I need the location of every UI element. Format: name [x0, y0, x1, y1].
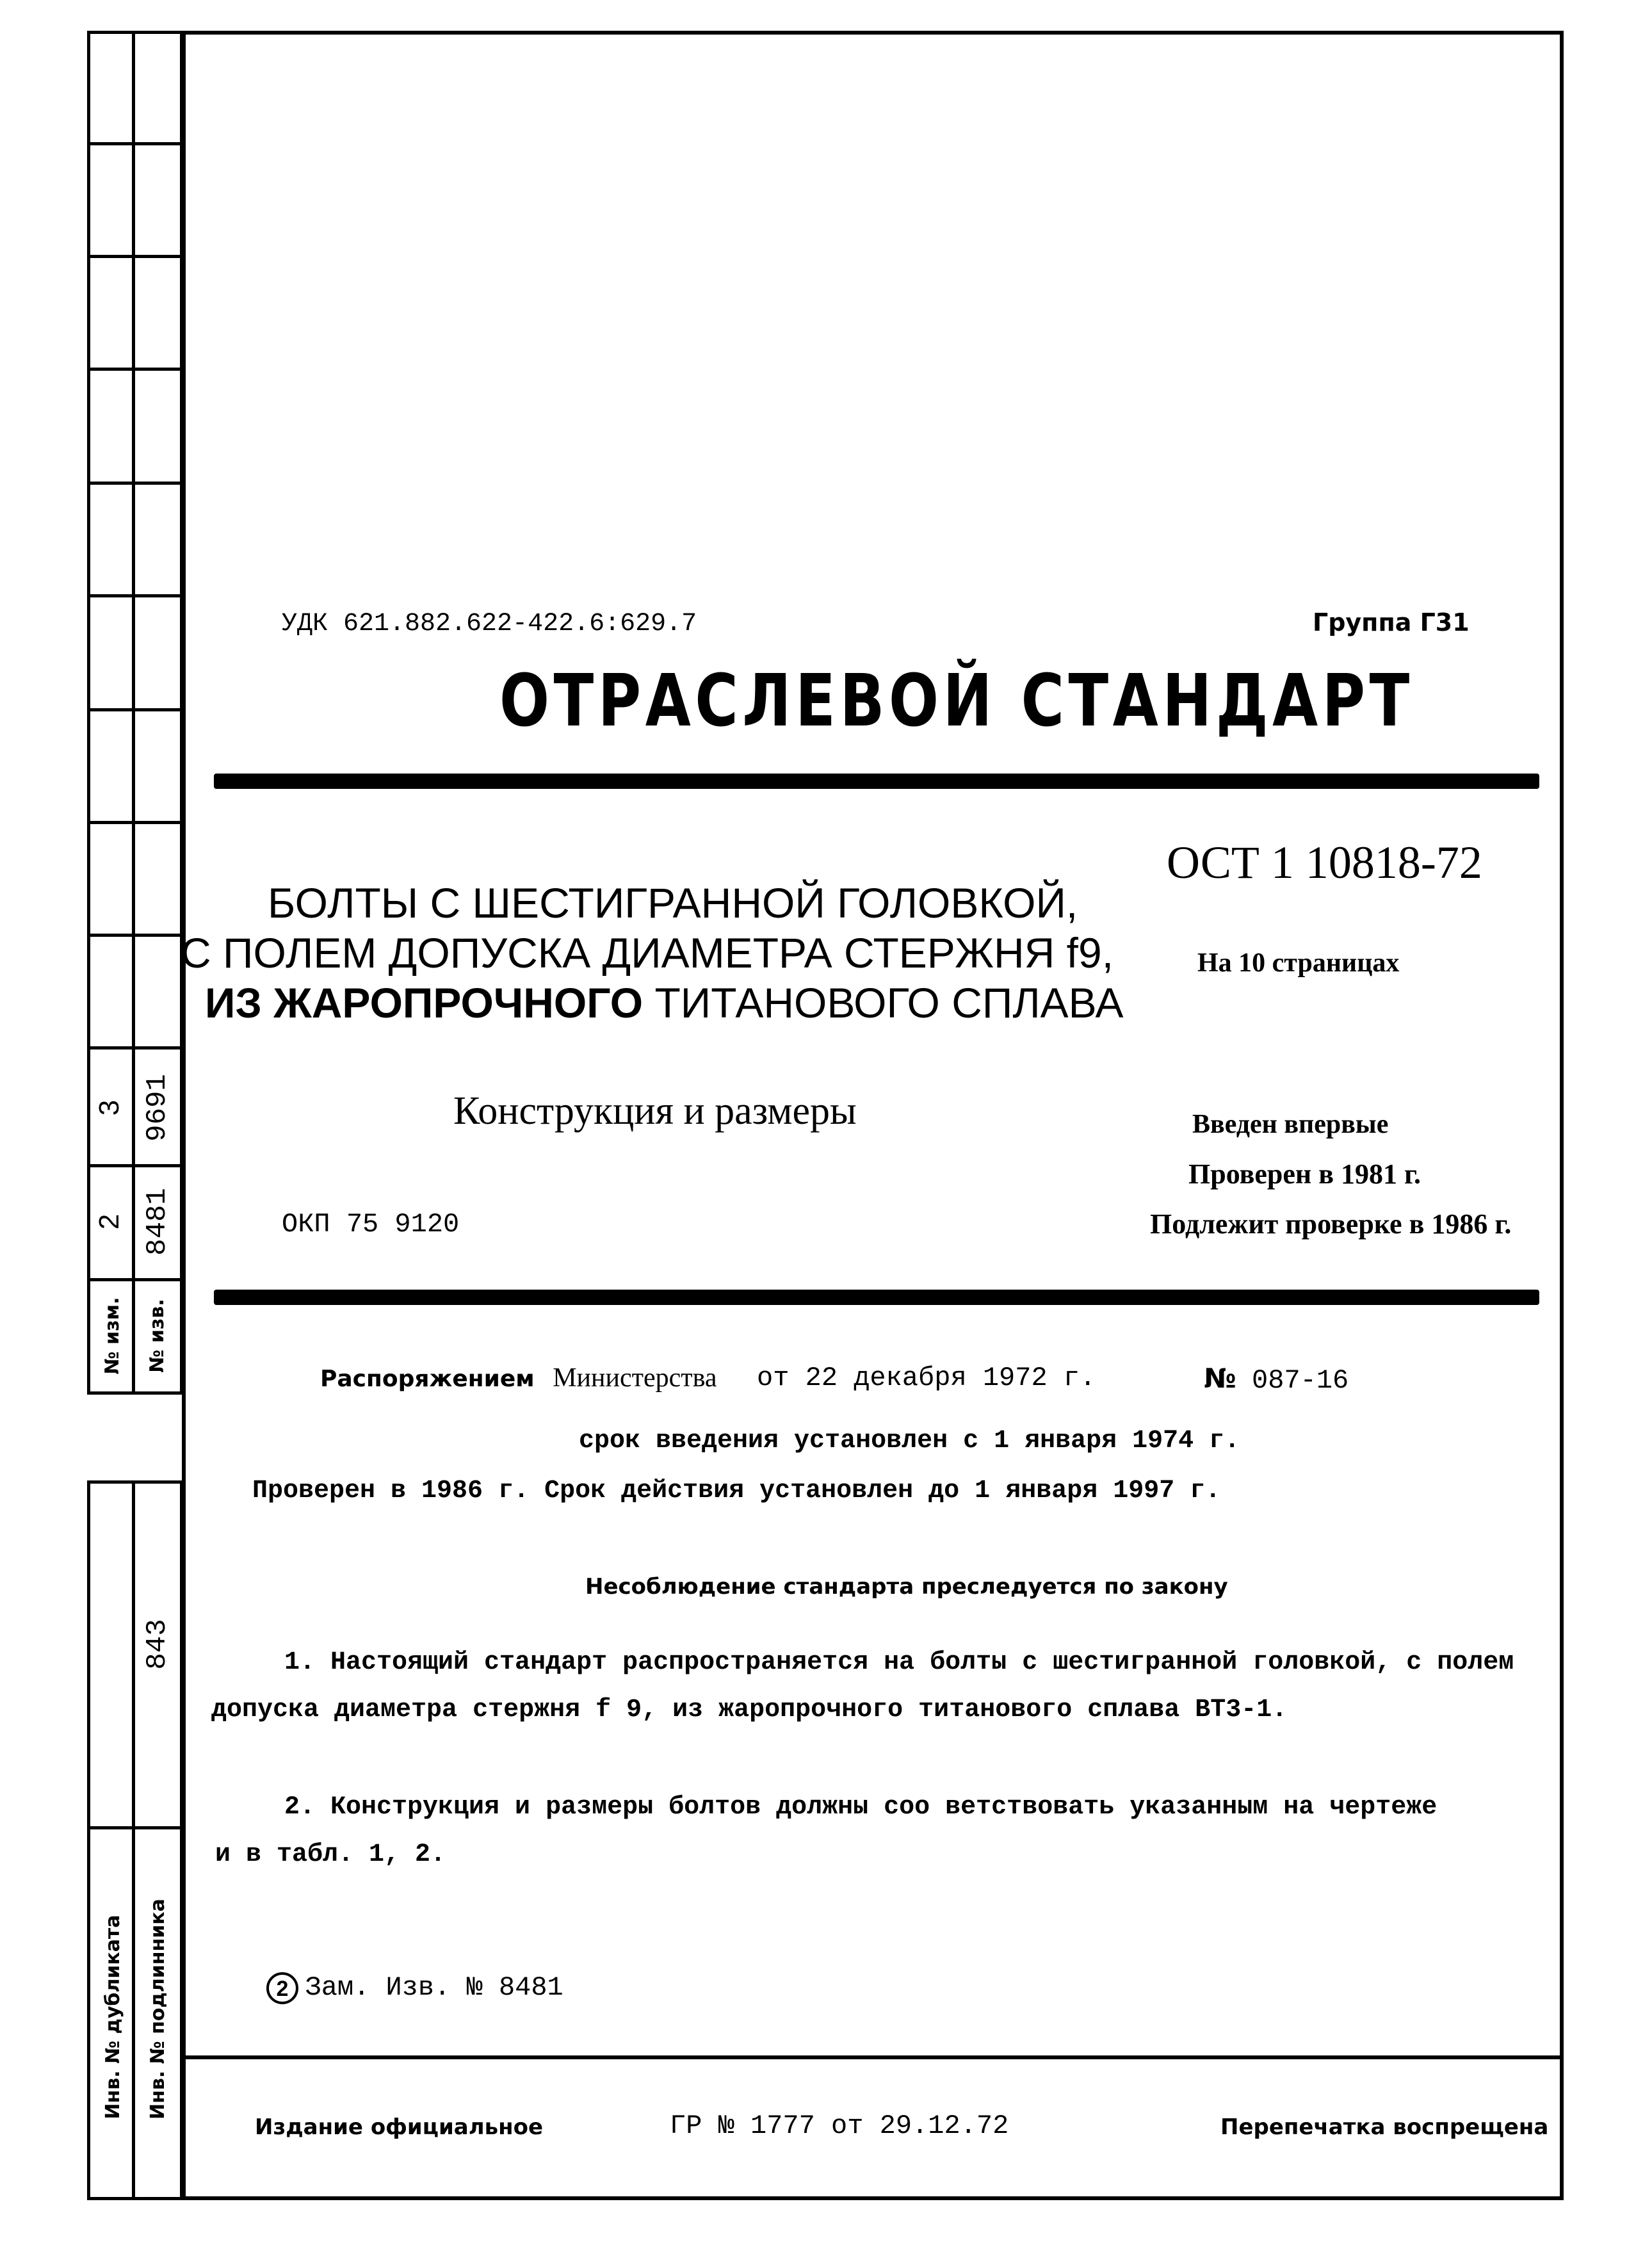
subject-line-3-bold: ИЗ ЖАРОПРОЧНОГО: [205, 979, 644, 1026]
notice-number-9691: 9691: [142, 1074, 174, 1142]
order-ministry: Министерства: [553, 1363, 717, 1393]
subject-line-3-regular: ТИТАНОВОГО СПЛАВА: [654, 979, 1124, 1026]
paragraph-2-line-1: 2. Конструкция и размеры болтов должны соо ветствовать указанным на чертеже: [284, 1793, 1437, 1822]
notice-number-8481: 8481: [142, 1188, 174, 1256]
law-notice: Несоблюдение стандарта преследуется по закону: [585, 1574, 1228, 1600]
registry-row-line: [87, 821, 183, 824]
registry-row-line: [87, 708, 183, 711]
ost-number: ОСТ 1 10818-72: [1167, 837, 1482, 888]
order-label: Распоряжением: [320, 1366, 535, 1392]
amendment-line: [266, 1971, 563, 2004]
subject-line-3: [205, 978, 1124, 1027]
footer-divider: [182, 2055, 1564, 2059]
validity-term: Проверен в 1986 г. Срок действия установлен до 1 января 1997 г.: [252, 1477, 1221, 1505]
order-date: от 22 декабря 1972 г.: [757, 1363, 1096, 1393]
notice-column-label: № изв.: [146, 1299, 168, 1373]
pages-count: На 10 страницах: [1197, 948, 1400, 978]
duplicate-inventory-label: Инв. № дубликата: [102, 1915, 124, 2119]
udk-code: УДК 621.882.622-422.6:629.7: [282, 610, 697, 638]
next-check-note: Подлежит проверке в 1986 г.: [1150, 1208, 1512, 1240]
registry-row-line: [87, 482, 183, 485]
amendment-mark-circle: 2: [266, 1972, 298, 2004]
amendment-notice: Зам. Изв. № 8481: [305, 1972, 563, 2003]
order-number-label: №: [1204, 1363, 1236, 1394]
change-column-label: № изм.: [101, 1297, 124, 1375]
change-number-2: 2: [93, 1213, 125, 1230]
registry-row-line: [87, 934, 183, 937]
subject-line-2: С ПОЛЕМ ДОПУСКА ДИАМЕТРА СТЕРЖНЯ f9,: [181, 929, 1114, 977]
group-code: Группа Г31: [1313, 608, 1470, 636]
registry-row-line: [87, 255, 183, 258]
paragraph-1-line-1: 1. Настоящий стандарт распространяется на болты с шестигранной головкой, с полем: [284, 1648, 1514, 1677]
paragraph-2-line-2: и в табл. 1, 2.: [215, 1840, 446, 1869]
okp-code: ОКП 75 9120: [282, 1209, 460, 1240]
change-registry-divider: [132, 31, 135, 1395]
order-number: 087-16: [1252, 1365, 1349, 1396]
page-title: ОТРАСЛЕВОЙ СТАНДАРТ: [499, 660, 1414, 743]
official-edition: Издание официальное: [255, 2114, 544, 2140]
paragraph-1-line-2: допуска диаметра стержня f 9, из жаропрочного титанового сплава ВТ3-1.: [211, 1696, 1288, 1724]
registry-row-line: [87, 368, 183, 371]
registry-row-line: [87, 142, 183, 145]
construction-subtitle: Конструкция и размеры: [453, 1089, 857, 1133]
title-rule: [214, 774, 1539, 789]
registration-number: ГР № 1777 от 29.12.72: [670, 2111, 1009, 2141]
introduced-note: Введен впервые: [1192, 1110, 1389, 1139]
registry-row-line: [87, 1046, 183, 1049]
order-line: [320, 1363, 717, 1393]
checked-note: Проверен в 1981 г.: [1188, 1158, 1421, 1190]
inventory-row-line: [87, 1826, 183, 1829]
change-number-3: 3: [93, 1099, 125, 1116]
original-inventory-label: Инв. № подлинника: [147, 1899, 169, 2119]
subject-rule: [214, 1290, 1539, 1305]
inventory-divider: [132, 1480, 135, 2200]
reprint-prohibited: Перепечатка воспрещена: [1220, 2114, 1549, 2140]
original-inventory-number: 843: [142, 1619, 174, 1670]
subject-line-1: БОЛТЫ С ШЕСТИГРАННОЙ ГОЛОВКОЙ,: [268, 879, 1078, 927]
introduction-term: срок введения установлен с 1 января 1974 г.: [579, 1427, 1240, 1455]
registry-row-line: [87, 594, 183, 597]
order-number-line: [1204, 1363, 1348, 1396]
